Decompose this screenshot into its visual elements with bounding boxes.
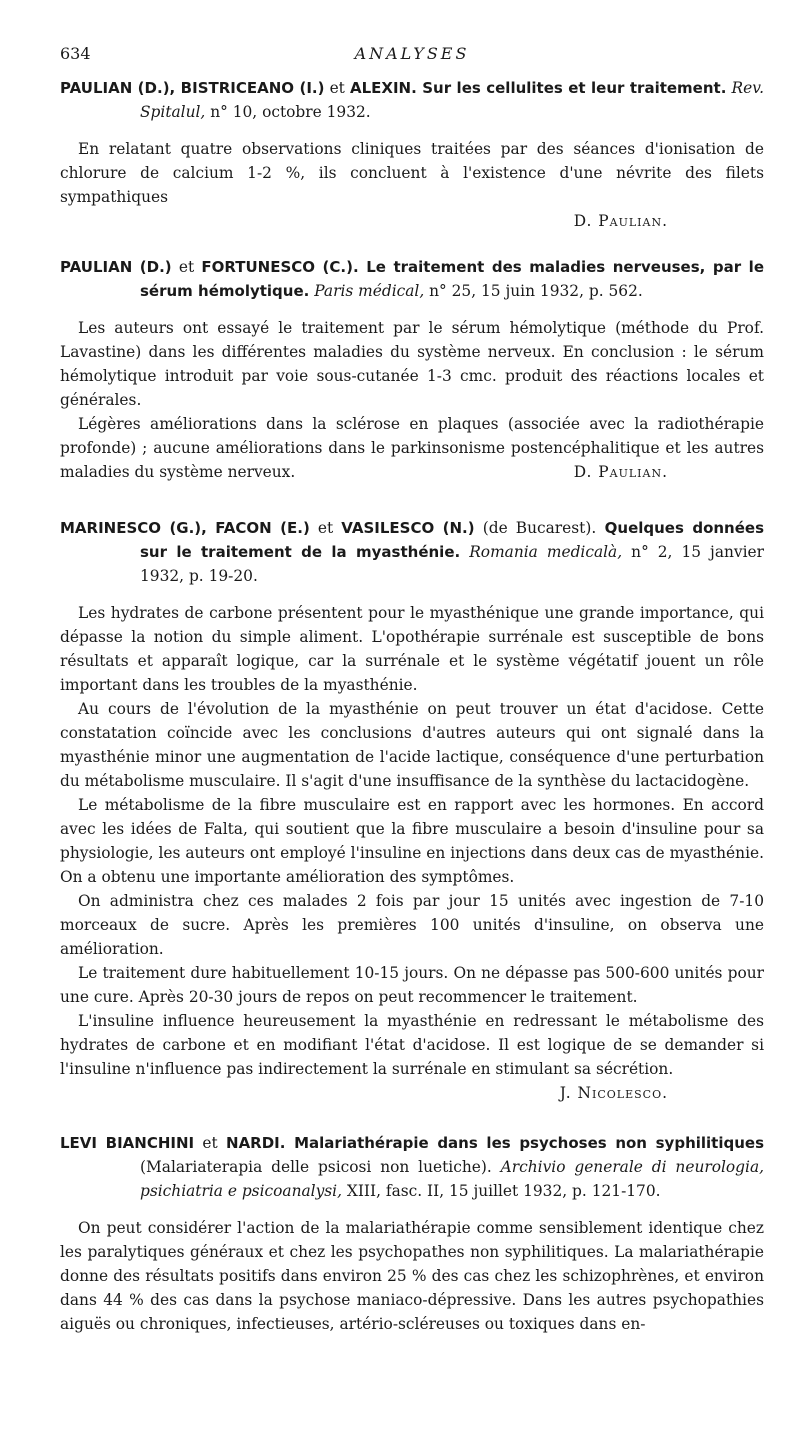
page-number: 634 (60, 44, 91, 63)
entry-affiliation: (de Bucarest). (474, 519, 597, 537)
entry-journal: Romania medicalà, (469, 543, 623, 561)
reviewer-signature: D. Paulian. (573, 212, 668, 230)
running-title: ANALYSES (354, 44, 470, 63)
entry-conjunction: et (309, 519, 342, 537)
entry-reference: XIII, fasc. II, 15 juillet 1932, p. 121-170. (342, 1182, 661, 1200)
entry-reference: n° 10, octobre 1932. (205, 103, 371, 121)
entry-myasthenie (60, 516, 764, 1105)
entry-original-title: (Malariaterapia delle psicosi non luetiche). (140, 1158, 492, 1176)
entry-title: Le traitement des maladies nerveuses, par le sérum hémolytique. (140, 258, 764, 300)
entry-title: Quelques données sur le traitement de la myasthénie. (140, 519, 765, 561)
entry-authors: PAULIAN (D.), BISTRICEANO (I.) (60, 79, 325, 97)
reviewer-signature: J. Nicolesco. (559, 1084, 668, 1102)
entry-journal: Rev. Spitalul, (140, 79, 764, 121)
entry-malariatherapie (60, 1131, 764, 1336)
entry-heading (60, 76, 764, 124)
running-head (60, 42, 764, 76)
entry-heading (60, 1131, 764, 1203)
abstract-paragraph: L'insuline influence heureusement la myasthénie en redressant le métabolisme des hydrates de carbone et en modifiant l'état d'acidose. Il est logique de se demander si l'insuline n'influence pas indirectement la surrénale en stimulant sa sécrétion. (60, 1012, 764, 1078)
abstract-paragraph: Au cours de l'évolution de la myasthénie on peut trouver un état d'acidose. Cette constatation coïncide avec les conclusions d'autres auteurs qui ont signalé dans la myasthénie minor une augmentation de l'acide lactique, conséquence d'une perturbation du métabolisme musculaire. Il s'agit d'une insuffisance de la synthèse du lactacidogène. (60, 700, 764, 790)
reviewer-signature: D. Paulian. (573, 463, 668, 481)
entry-heading (60, 255, 764, 303)
entry-authors: FORTUNESCO (C.). (201, 258, 359, 276)
entry-conjunction: et (194, 1134, 227, 1152)
entry-cellulites (60, 76, 764, 233)
entry-conjunction: et (324, 79, 350, 97)
abstract-paragraph: Les auteurs ont essayé le traitement par le sérum hémolytique (méthode du Prof. Lavastine) dans les différentes maladies du système nerveux. En conclusion : le sérum hémolytique introduit par voie sous-cutanée 1-3 cmc. produit des réactions locales et générales. (60, 319, 764, 409)
entry-authors: NARDI. (226, 1134, 286, 1152)
entry-title: Malariathérapie dans les psychoses non syphilitiques (285, 1134, 764, 1152)
abstract-paragraph: Les hydrates de carbone présentent pour le myasthénique une grande importance, qui dépasse la notion du simple aliment. L'opothérapie surrénale est susceptible de bons résultats et apparaît logique, car la surrénale et le système végétatif jouent un rôle important dans les troubles de la myasthénie. (60, 604, 764, 694)
entry-journal: Archivio generale di neurologia, psichiatria e psicoanalysi, (140, 1158, 765, 1200)
entry-authors: MARINESCO (G.), FACON (E.) (60, 519, 310, 537)
abstract-paragraph: Légères améliorations dans la sclérose en plaques (associée avec la radiothérapie profonde) ; aucune améliorations dans le parkinsonisme postencéphalitique et les autres maladies du système nerveux. (60, 415, 764, 481)
entry-heading (60, 516, 764, 588)
entry-journal: Paris médical, (314, 282, 425, 300)
entry-reference: n° 2, 15 janvier 1932, p. 19-20. (140, 543, 764, 585)
abstract-paragraph: Le métabolisme de la fibre musculaire est en rapport avec les hormones. En accord avec les idées de Falta, qui soutient que la fibre musculaire a besoin d'insuline pour sa physiologie, les auteurs ont employé l'insuline en injections dans deux cas de myasthénie. On a obtenu une importante amélioration des symptômes. (60, 796, 764, 886)
abstract-paragraph: En relatant quatre observations cliniques traitées par des séances d'ionisation de chlorure de calcium 1-2 %, ils concluent à l'existence d'une névrite des filets sympathiques (60, 140, 764, 206)
entry-conjunction: et (171, 258, 202, 276)
abstract-paragraph: Le traitement dure habituellement 10-15 jours. On ne dépasse pas 500-600 unités pour une cure. Après 20-30 jours de repos on peut recommencer le traitement. (60, 964, 764, 1006)
entry-title: Sur les cellulites et leur traitement. (416, 79, 727, 97)
entry-authors: ALEXIN. (349, 79, 417, 97)
entry-authors: PAULIAN (D.) (60, 258, 172, 276)
entry-serum-hemolytique (60, 255, 764, 484)
entry-reference: n° 25, 15 juin 1932, p. 562. (424, 282, 643, 300)
entry-authors: VASILESCO (N.) (341, 519, 475, 537)
abstract-paragraph: On peut considérer l'action de la malariathérapie comme sensiblement identique chez les paralytiques généraux et chez les psychopathes non syphilitiques. La malariathérapie donne des résultats positifs dans environ 25 % des cas chez les schizophrènes, et environ dans 44 % des cas dans la psychose maniaco-dépressive. Dans les autres psychopathies aiguës ou chroniques, infectieuses, artério-scléreuses ou toxiques dans en- (60, 1219, 764, 1333)
entry-authors: LEVI BIANCHINI (60, 1134, 195, 1152)
abstract-paragraph: On administra chez ces malades 2 fois par jour 15 unités avec ingestion de 7-10 morceaux de sucre. Après les premières 100 unités d'insuline, on observa une amélioration. (60, 892, 764, 958)
